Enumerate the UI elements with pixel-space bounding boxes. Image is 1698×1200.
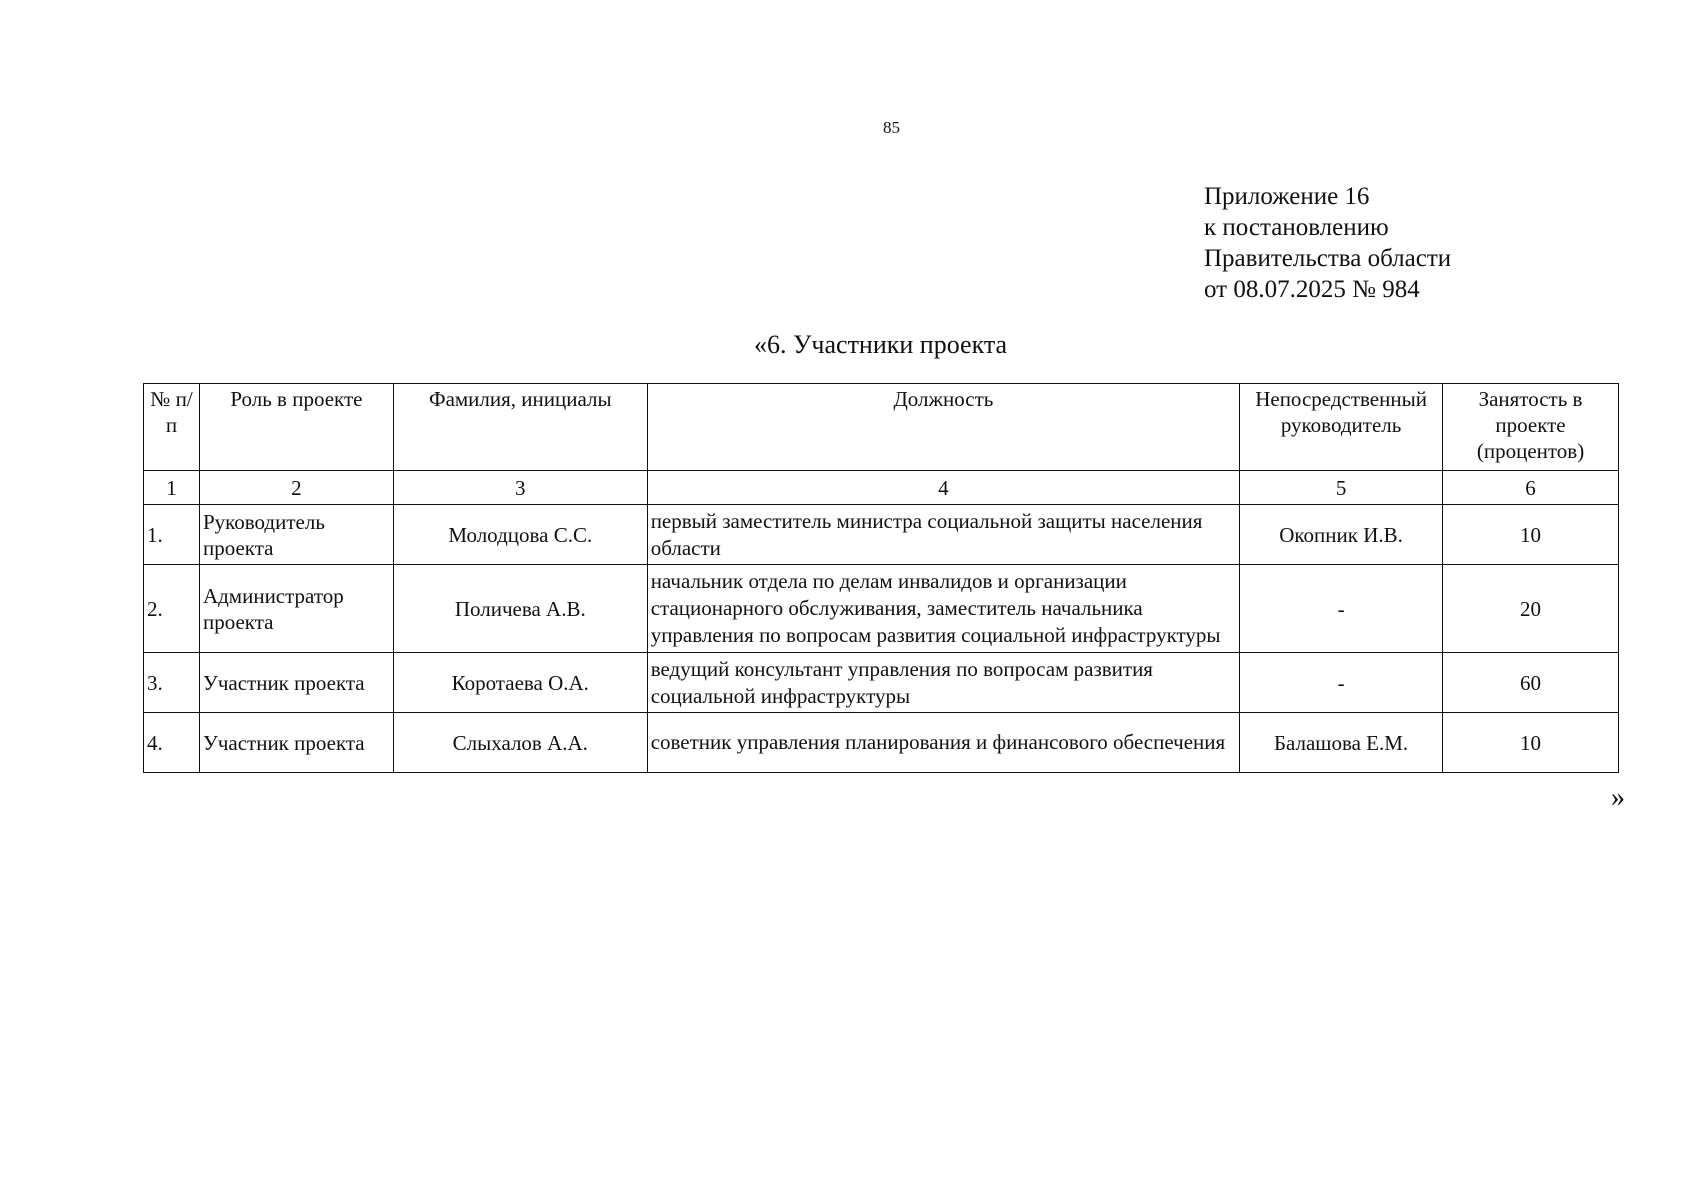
row-number: 2. <box>144 565 200 653</box>
header-load: Занятость в проекте (процентов) <box>1443 384 1619 471</box>
column-number: 3 <box>393 471 647 505</box>
appendix-line-3: Правительства области <box>1204 245 1452 272</box>
header-head: Непосредственный руководитель <box>1240 384 1443 471</box>
appendix-line-1: Приложение 16 <box>1204 183 1370 210</box>
row-head: Окопник И.В. <box>1240 505 1443 565</box>
table-header-row <box>144 384 1619 471</box>
row-position: начальник отдела по делам инвалидов и организации стационарного обслуживания, заместитель начальника управления по вопросам развития социальной инфраструктуры <box>647 565 1239 653</box>
row-position: ведущий консультант управления по вопросам развития социальной инфраструктуры <box>647 653 1239 713</box>
row-name: Поличева А.В. <box>393 565 647 653</box>
row-number: 1. <box>144 505 200 565</box>
column-number: 5 <box>1240 471 1443 505</box>
appendix-line-2: к постановлению <box>1204 214 1389 241</box>
header-role: Роль в проекте <box>199 384 393 471</box>
row-load: 60 <box>1443 653 1619 713</box>
row-number: 3. <box>144 653 200 713</box>
row-head: - <box>1240 565 1443 653</box>
row-position: советник управления планирования и финансового обеспечения <box>647 713 1239 773</box>
row-load: 10 <box>1443 713 1619 773</box>
participants-table <box>143 383 1619 773</box>
row-name: Коротаева О.А. <box>393 653 647 713</box>
appendix-block <box>1204 181 1451 305</box>
table-row <box>144 653 1619 713</box>
table-row <box>144 713 1619 773</box>
header-position: Должность <box>647 384 1239 471</box>
column-number: 6 <box>1443 471 1619 505</box>
column-number: 2 <box>199 471 393 505</box>
row-head: Балашова Е.М. <box>1240 713 1443 773</box>
appendix-line-4: от 08.07.2025 № 984 <box>1204 276 1420 303</box>
page-number: 85 <box>883 118 900 137</box>
column-number: 4 <box>647 471 1239 505</box>
row-number: 4. <box>144 713 200 773</box>
closing-quote: » <box>1611 782 1625 813</box>
row-load: 10 <box>1443 505 1619 565</box>
row-load: 20 <box>1443 565 1619 653</box>
row-role: Руководитель проекта <box>199 505 393 565</box>
row-head: - <box>1240 653 1443 713</box>
row-name: Молодцова С.С. <box>393 505 647 565</box>
header-number: № п/п <box>144 384 200 471</box>
header-name: Фамилия, инициалы <box>393 384 647 471</box>
row-role: Участник проекта <box>199 713 393 773</box>
row-role: Администратор проекта <box>199 565 393 653</box>
row-role: Участник проекта <box>199 653 393 713</box>
column-number: 1 <box>144 471 200 505</box>
table-row <box>144 565 1619 653</box>
table-row <box>144 505 1619 565</box>
column-number-row <box>144 471 1619 505</box>
row-name: Слыхалов А.А. <box>393 713 647 773</box>
section-title: «6. Участники проекта <box>754 330 1008 359</box>
row-position: первый заместитель министра социальной защиты населения области <box>647 505 1239 565</box>
